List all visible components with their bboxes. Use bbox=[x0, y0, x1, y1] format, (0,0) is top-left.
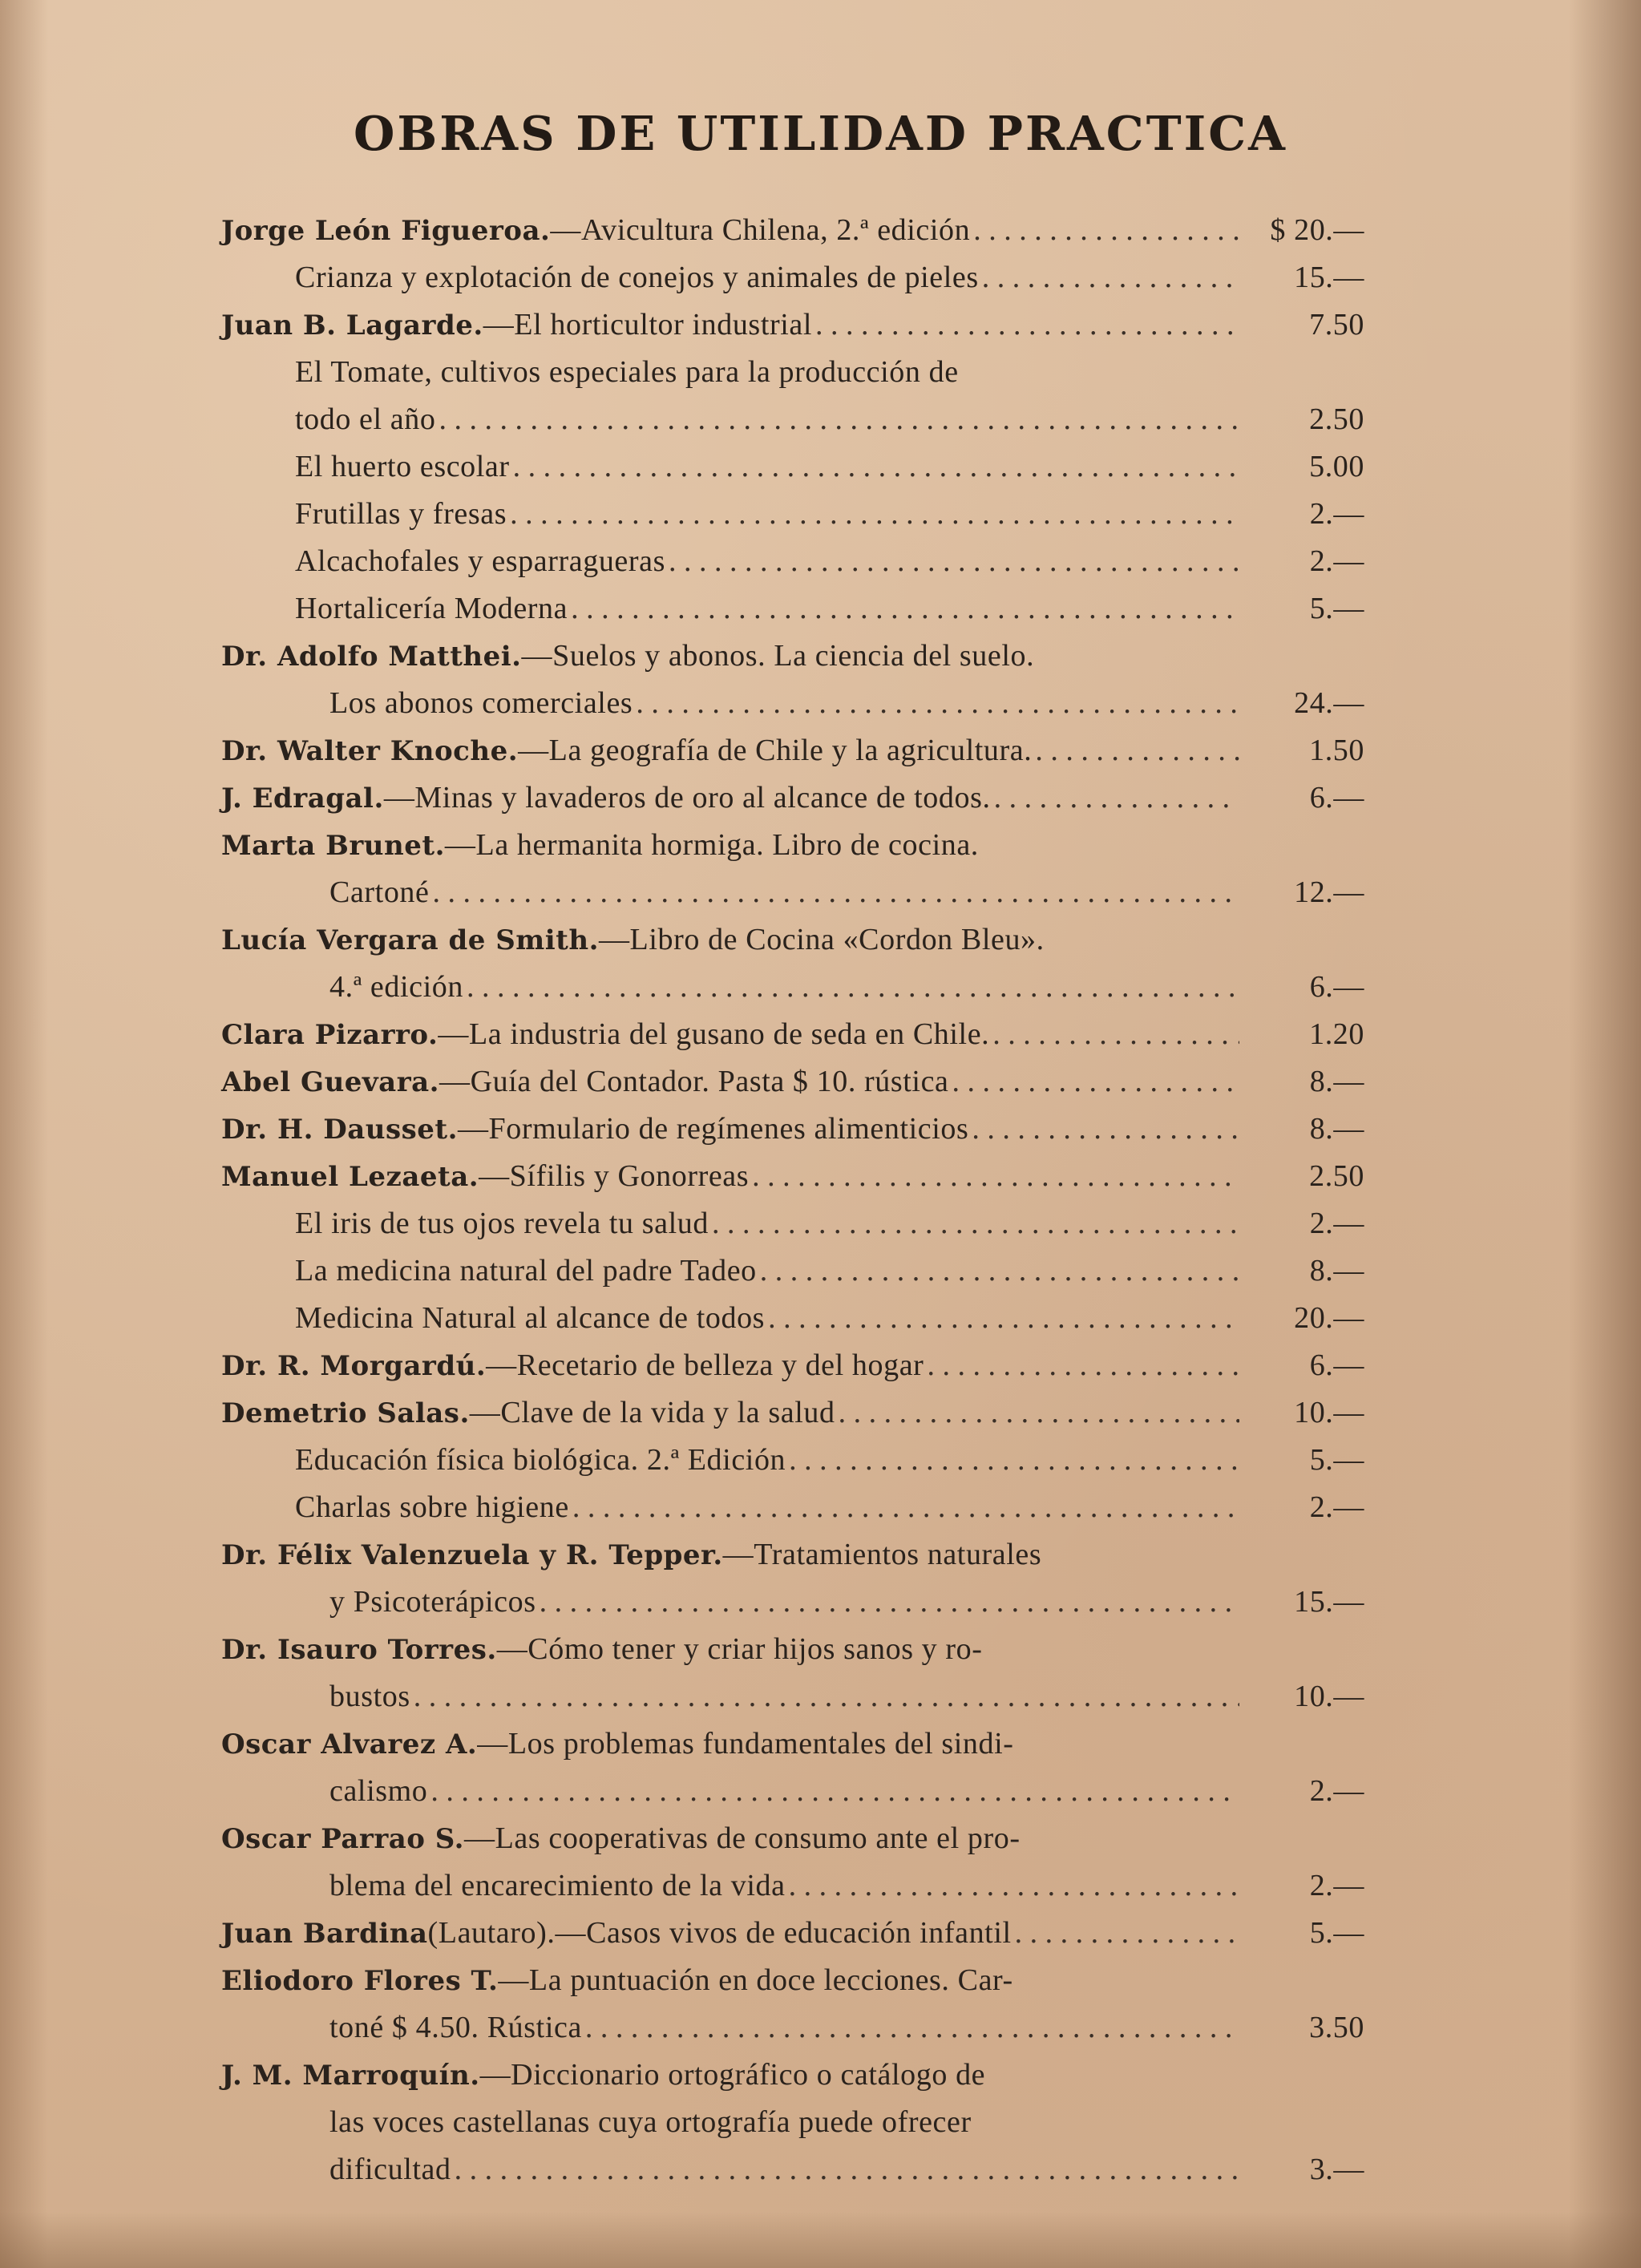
entry-line bbox=[221, 396, 1364, 443]
entry-author: Jorge León Figueroa. bbox=[221, 215, 551, 247]
entry-line bbox=[221, 1437, 1364, 1484]
entry-line bbox=[221, 916, 1364, 964]
entry-price: 5.— bbox=[1309, 1916, 1364, 1950]
entry-price: 2.— bbox=[1309, 1207, 1364, 1240]
book-catalog-list bbox=[221, 207, 1364, 2193]
catalog-entry bbox=[221, 1815, 1364, 1910]
dot-leader bbox=[927, 1342, 1239, 1389]
dot-leader bbox=[636, 680, 1239, 727]
page-title: OBRAS DE UTILIDAD PRACTICA bbox=[354, 106, 1287, 161]
entry-line bbox=[221, 2052, 1364, 2099]
entry-title: Hortalicería Moderna bbox=[295, 592, 568, 625]
entry-author: Dr. R. Morgardú. bbox=[221, 1350, 487, 1382]
entry-line bbox=[221, 491, 1364, 538]
entry-title: —La industria del gusano de seda en Chile. bbox=[438, 1017, 990, 1051]
catalog-entry bbox=[221, 822, 1364, 916]
entry-title: Cartoné bbox=[329, 875, 430, 909]
dot-leader bbox=[585, 2004, 1239, 2052]
entry-line bbox=[221, 2146, 1364, 2193]
entry-price: 3.— bbox=[1309, 2153, 1364, 2186]
aged-bottom-edge bbox=[0, 2212, 1641, 2268]
entry-author: Clara Pizarro. bbox=[221, 1019, 439, 1051]
entry-price: 6.— bbox=[1309, 781, 1364, 815]
entry-line bbox=[221, 1720, 1364, 1768]
entry-price: 1.50 bbox=[1309, 734, 1364, 767]
entry-title: y Psicoterápicos bbox=[329, 1585, 536, 1619]
entry-line bbox=[221, 1106, 1364, 1153]
entry-title: —Libro de Cocina «Cordon Bleu». bbox=[598, 923, 1045, 956]
dot-leader bbox=[815, 301, 1239, 349]
entry-author: Abel Guevara. bbox=[221, 1066, 439, 1098]
entry-price: 8.— bbox=[1309, 1065, 1364, 1098]
catalog-entry bbox=[221, 1153, 1364, 1200]
dot-leader bbox=[752, 1153, 1239, 1200]
entry-line bbox=[221, 301, 1364, 349]
entry-title: Crianza y explotación de conejos y animales de pieles bbox=[295, 261, 979, 294]
catalog-entry bbox=[221, 1437, 1364, 1484]
entry-author: Dr. Félix Valenzuela y R. Tepper. bbox=[221, 1539, 723, 1571]
catalog-entry bbox=[221, 916, 1364, 1011]
entry-title: calismo bbox=[329, 1774, 428, 1808]
entry-title: (Lautaro).—Casos vivos de educación infantil bbox=[427, 1916, 1012, 1950]
catalog-entry bbox=[221, 1342, 1364, 1389]
entry-line bbox=[221, 633, 1364, 680]
entry-author: Demetrio Salas. bbox=[221, 1397, 470, 1429]
entry-line bbox=[221, 1579, 1364, 1626]
catalog-entry bbox=[221, 538, 1364, 585]
dot-leader bbox=[513, 443, 1239, 491]
entry-price: 5.00 bbox=[1309, 450, 1364, 483]
entry-title: Educación física biológica. 2.ª Edición bbox=[295, 1443, 786, 1477]
entry-title: —Formulario de regímenes alimenticios bbox=[457, 1112, 969, 1146]
entry-line bbox=[221, 1815, 1364, 1862]
catalog-entry bbox=[221, 349, 1364, 443]
entry-line bbox=[221, 1768, 1364, 1815]
dot-leader bbox=[760, 1247, 1239, 1295]
entry-line bbox=[221, 1247, 1364, 1295]
entry-line bbox=[221, 1957, 1364, 2004]
catalog-entry bbox=[221, 1484, 1364, 1531]
entry-title: —Recetario de belleza y del hogar bbox=[486, 1348, 924, 1382]
dot-leader bbox=[414, 1673, 1239, 1720]
dot-leader bbox=[982, 254, 1239, 301]
entry-title: La medicina natural del padre Tadeo bbox=[295, 1254, 757, 1288]
entry-title: todo el año bbox=[295, 402, 436, 436]
entry-line bbox=[221, 869, 1364, 916]
entry-author: J. M. Marroquín. bbox=[221, 2060, 480, 2092]
entry-title: —Avicultura Chilena, 2.ª edición bbox=[550, 213, 971, 247]
entry-price: 6.— bbox=[1309, 970, 1364, 1004]
catalog-entry bbox=[221, 1200, 1364, 1247]
dot-leader bbox=[972, 1106, 1239, 1153]
entry-author: Lucía Vergara de Smith. bbox=[221, 924, 599, 956]
dot-leader bbox=[669, 538, 1239, 585]
entry-title: —Diccionario ortográfico o catálogo de bbox=[479, 2058, 986, 2092]
entry-line bbox=[221, 349, 1364, 396]
entry-title: —Clave de la vida y la salud bbox=[469, 1396, 835, 1429]
entry-title: —Sífilis y Gonorreas bbox=[479, 1159, 750, 1193]
catalog-entry bbox=[221, 774, 1364, 822]
dot-leader bbox=[789, 1862, 1239, 1910]
entry-title: Frutillas y fresas bbox=[295, 497, 507, 531]
catalog-entry bbox=[221, 585, 1364, 633]
entry-title: —La puntuación en doce lecciones. Car- bbox=[498, 1963, 1013, 1997]
entry-price: 2.— bbox=[1309, 1869, 1364, 1902]
entry-price: 8.— bbox=[1309, 1254, 1364, 1288]
dot-leader bbox=[973, 207, 1239, 254]
entry-line bbox=[221, 1342, 1364, 1389]
entry-line bbox=[221, 443, 1364, 491]
entry-price: 7.50 bbox=[1309, 308, 1364, 342]
entry-line bbox=[221, 727, 1364, 774]
entry-author: Dr. H. Dausset. bbox=[221, 1114, 458, 1146]
entry-line bbox=[221, 1910, 1364, 1957]
entry-price: 2.50 bbox=[1309, 1159, 1364, 1193]
catalog-entry bbox=[221, 301, 1364, 349]
dot-leader bbox=[433, 869, 1240, 916]
dot-leader bbox=[430, 1768, 1239, 1815]
entry-price: 5.— bbox=[1309, 1443, 1364, 1477]
entry-author: Manuel Lezaeta. bbox=[221, 1161, 479, 1193]
entry-author: Eliodoro Flores T. bbox=[221, 1965, 499, 1997]
entry-title: Los abonos comerciales bbox=[329, 686, 633, 720]
entry-title: dificultad bbox=[329, 2153, 451, 2186]
catalog-entry bbox=[221, 1247, 1364, 1295]
entry-line bbox=[221, 1389, 1364, 1437]
entry-line bbox=[221, 1626, 1364, 1673]
dot-leader bbox=[571, 585, 1239, 633]
catalog-entry bbox=[221, 727, 1364, 774]
catalog-entry bbox=[221, 443, 1364, 491]
entry-author: J. Edragal. bbox=[221, 782, 384, 815]
entry-author: Oscar Alvarez A. bbox=[221, 1728, 478, 1761]
catalog-entry bbox=[221, 1106, 1364, 1153]
entry-author: Juan Bardina bbox=[221, 1918, 428, 1950]
entry-price: 1.20 bbox=[1309, 1017, 1364, 1051]
aged-left-edge bbox=[0, 0, 48, 2268]
entry-author: Dr. Adolfo Matthei. bbox=[221, 641, 522, 673]
catalog-entry bbox=[221, 1910, 1364, 1957]
entry-line bbox=[221, 680, 1364, 727]
entry-price: 8.— bbox=[1309, 1112, 1364, 1146]
aged-right-edge bbox=[1569, 0, 1641, 2268]
entry-line bbox=[221, 1484, 1364, 1531]
entry-title: Alcachofales y esparragueras bbox=[295, 544, 666, 578]
entry-title: El Tomate, cultivos especiales para la producción de bbox=[295, 355, 959, 389]
catalog-entry bbox=[221, 1389, 1364, 1437]
entry-title: El iris de tus ojos revela tu salud bbox=[295, 1207, 709, 1240]
catalog-entry bbox=[221, 1011, 1364, 1058]
entry-price: 12.— bbox=[1294, 875, 1364, 909]
entry-line bbox=[221, 1862, 1364, 1910]
dot-leader bbox=[994, 774, 1239, 822]
entry-line bbox=[221, 2004, 1364, 2052]
dot-leader bbox=[510, 491, 1239, 538]
entry-price: 24.— bbox=[1294, 686, 1364, 720]
dot-leader bbox=[712, 1200, 1239, 1247]
catalog-entry bbox=[221, 1058, 1364, 1106]
entry-title: Charlas sobre higiene bbox=[295, 1490, 569, 1524]
entry-title: 4.ª edición bbox=[329, 970, 463, 1004]
entry-price: 2.— bbox=[1309, 544, 1364, 578]
entry-title: —La geografía de Chile y la agricultura. bbox=[518, 734, 1033, 767]
entry-title: toné $ 4.50. Rústica bbox=[329, 2011, 582, 2044]
entry-price: 2.— bbox=[1309, 1490, 1364, 1524]
catalog-entry bbox=[221, 2052, 1364, 2193]
entry-price: 2.— bbox=[1309, 1774, 1364, 1808]
entry-author: Oscar Parrao S. bbox=[221, 1823, 464, 1855]
dot-leader bbox=[439, 396, 1239, 443]
catalog-entry bbox=[221, 633, 1364, 727]
catalog-entry bbox=[221, 491, 1364, 538]
entry-line bbox=[221, 1200, 1364, 1247]
dot-leader bbox=[839, 1389, 1239, 1437]
entry-price: 15.— bbox=[1294, 1585, 1364, 1619]
entry-title: las voces castellanas cuya ortografía puede ofrecer bbox=[329, 2105, 972, 2139]
entry-line bbox=[221, 1673, 1364, 1720]
entry-title: —Minas y lavaderos de oro al alcance de todos. bbox=[383, 781, 991, 815]
dot-leader bbox=[467, 964, 1239, 1011]
dot-leader bbox=[992, 1011, 1239, 1058]
catalog-entry bbox=[221, 1957, 1364, 2052]
catalog-entry bbox=[221, 254, 1364, 301]
entry-price: 2.— bbox=[1309, 497, 1364, 531]
dot-leader bbox=[952, 1058, 1239, 1106]
entry-line bbox=[221, 1153, 1364, 1200]
entry-line bbox=[221, 2099, 1364, 2146]
entry-price: 5.— bbox=[1309, 592, 1364, 625]
entry-line bbox=[221, 964, 1364, 1011]
dot-leader bbox=[768, 1295, 1239, 1342]
entry-author: Marta Brunet. bbox=[221, 830, 445, 862]
entry-line bbox=[221, 538, 1364, 585]
dot-leader bbox=[540, 1579, 1239, 1626]
entry-title: Medicina Natural al alcance de todos bbox=[295, 1301, 766, 1335]
entry-title: —Guía del Contador. Pasta $ 10. rústica bbox=[439, 1065, 949, 1098]
entry-title: —Tratamientos naturales bbox=[722, 1538, 1042, 1571]
entry-author: Juan B. Lagarde. bbox=[221, 309, 483, 342]
entry-title: —El horticultor industrial bbox=[483, 308, 813, 342]
entry-line bbox=[221, 1011, 1364, 1058]
entry-title: —Las cooperativas de consumo ante el pro- bbox=[463, 1821, 1021, 1855]
entry-title: El huerto escolar bbox=[295, 450, 510, 483]
entry-title: blema del encarecimiento de la vida bbox=[329, 1869, 786, 1902]
dot-leader bbox=[789, 1437, 1239, 1484]
entry-title: —Suelos y abonos. La ciencia del suelo. bbox=[521, 639, 1035, 673]
entry-title: —Los problemas fundamentales del sindi- bbox=[477, 1727, 1014, 1761]
catalog-entry bbox=[221, 1626, 1364, 1720]
entry-price: 3.50 bbox=[1309, 2011, 1364, 2044]
entry-line bbox=[221, 822, 1364, 869]
entry-price: 10.— bbox=[1294, 1680, 1364, 1713]
entry-line bbox=[221, 774, 1364, 822]
entry-line bbox=[221, 207, 1364, 254]
entry-line bbox=[221, 254, 1364, 301]
entry-line bbox=[221, 1058, 1364, 1106]
entry-line bbox=[221, 1295, 1364, 1342]
entry-line bbox=[221, 585, 1364, 633]
entry-price: $ 20.— bbox=[1270, 213, 1364, 247]
entry-line bbox=[221, 1531, 1364, 1579]
entry-author: Dr. Isauro Torres. bbox=[221, 1634, 497, 1666]
entry-price: 10.— bbox=[1294, 1396, 1364, 1429]
catalog-entry bbox=[221, 1295, 1364, 1342]
entry-price: 2.50 bbox=[1309, 402, 1364, 436]
entry-title: —Cómo tener y criar hijos sanos y ro- bbox=[496, 1632, 983, 1666]
entry-author: Dr. Walter Knoche. bbox=[221, 735, 519, 767]
dot-leader bbox=[1035, 727, 1239, 774]
catalog-entry bbox=[221, 1720, 1364, 1815]
dot-leader bbox=[455, 2146, 1239, 2193]
entry-price: 20.— bbox=[1294, 1301, 1364, 1335]
catalog-entry bbox=[221, 1531, 1364, 1626]
entry-price: 15.— bbox=[1294, 261, 1364, 294]
dot-leader bbox=[572, 1484, 1239, 1531]
dot-leader bbox=[1015, 1910, 1239, 1957]
entry-price: 6.— bbox=[1309, 1348, 1364, 1382]
catalog-entry bbox=[221, 207, 1364, 254]
entry-title: —La hermanita hormiga. Libro de cocina. bbox=[444, 828, 979, 862]
entry-title: bustos bbox=[329, 1680, 410, 1713]
